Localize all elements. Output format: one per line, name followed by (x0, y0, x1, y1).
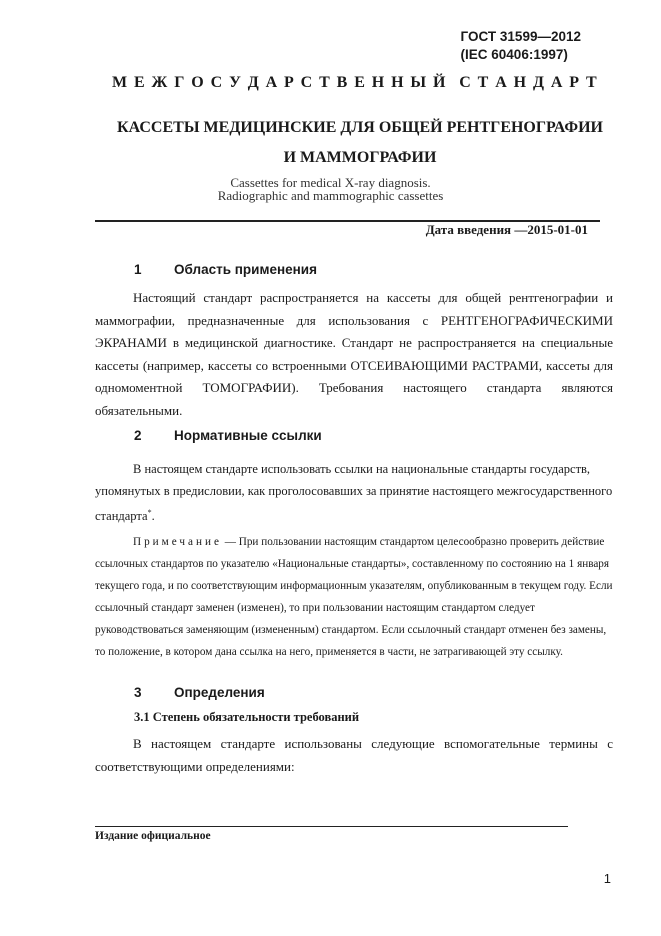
banner-letter: Г (174, 74, 185, 91)
banner-letter: М (112, 74, 128, 91)
banner-letter: Е (133, 74, 145, 91)
introduction-date: Дата введения —2015-01-01 (425, 222, 588, 237)
note-lead: Примечание (133, 536, 222, 548)
banner-letter: Н (513, 74, 527, 91)
banner-letter: Ж (151, 74, 168, 91)
section-3-paragraph: В настоящем стандарте использованы следующие вспомогательные термины с соответствующими определениями: (95, 736, 613, 774)
subtitle-line-2: Radiographic and mammographic cassettes (217, 188, 444, 203)
section-title: Определения (174, 685, 265, 700)
banner-letter: Ы (410, 74, 427, 91)
footnote-mark: * (147, 508, 152, 517)
section-title: Нормативные ссылки (174, 428, 322, 443)
banner-letter: Й (433, 74, 446, 91)
banner-letter: В (336, 74, 348, 91)
banner-letter: Т (585, 74, 597, 91)
subtitle-line-1: Cassettes for medical X-ray diagnosis. (230, 175, 431, 190)
official-edition-label: Издание официальное (95, 830, 211, 842)
document-title (60, 116, 660, 170)
section-number: 3 (134, 685, 142, 700)
banner-letter: Д (247, 74, 259, 91)
banner-letter: Н (391, 74, 404, 91)
section-3-heading (134, 685, 265, 700)
title-line-1: КАССЕТЫ МЕДИЦИНСКИЕ ДЛЯ ОБЩЕЙ РЕНТГЕНОГРАФИИ (117, 119, 603, 136)
banner-letter: С (210, 74, 223, 91)
banner-letter: Т (319, 74, 330, 91)
section-1-paragraph: Настоящий стандарт распространяется на кассеты для общей рентгенографии и маммографии, предназначенные для использования с РЕНТГЕНОГРАФИЧЕСКИМИ ЭКРАНАМИ в медицинской диагностике. Стандарт не распространяется на специальные кассеты (например, кассеты со встроенными ОТСЕИВАЮЩИМИ РАСТРАМИ, кассеты для одномоментной ТОМОГРАФИИ). Требования настоящего стандарта являются обязательными. (95, 290, 613, 418)
banner-letter: Н (371, 74, 385, 91)
banner-letter: Е (354, 74, 365, 91)
iec-number: (IEC 60406:1997) (460, 47, 568, 62)
section-number: 1 (134, 262, 142, 277)
banner-letter: Д (532, 74, 544, 91)
banner-letter: Р (284, 74, 294, 91)
gost-number: ГОСТ 31599—2012 (460, 29, 581, 44)
standard-banner (112, 74, 597, 92)
section-number: 2 (134, 428, 142, 443)
banner-letter: С (459, 74, 471, 91)
document-code (461, 28, 581, 64)
subsection-3-1-heading: 3.1 Степень обязательности требований (134, 710, 360, 724)
section-title: Область применения (174, 262, 317, 277)
banner-letter: О (191, 74, 204, 91)
english-subtitle (0, 176, 661, 202)
page-number: 1 (603, 871, 611, 886)
banner-letter: С (300, 74, 313, 91)
title-line-2: И МАММОГРАФИИ (283, 149, 437, 166)
banner-letter: Т (477, 74, 489, 91)
section-2-note (95, 531, 613, 663)
banner-letter: А (265, 74, 278, 91)
banner-letter: Р (569, 74, 580, 91)
banner-letter: А (550, 74, 563, 91)
footer-divider (95, 826, 568, 827)
section-2-heading (134, 428, 322, 443)
section-1-heading (134, 262, 317, 277)
banner-letter: А (495, 74, 507, 91)
section-2-paragraph: В настоящем стандарте использовать ссылки на национальные стандарты государств, упомянутых в предисловии, как проголосовавших за принятие настоящего межгосударственного стандарта*. (95, 462, 613, 524)
note-text: — При пользовании настоящим стандартом целесообразно проверить действие ссылочных стандартов по указателю «Национальные стандарты», составленному по состоянию на 1 января текущего года, и по соответствующим информационным указателям, опубликованным в текущем году. Если ссылочный стандарт заменен (изменен), то при пользовании настоящим стандартом следует руководствоваться заменяющим (измененным) стандартом. Если ссылочный стандарт отменен без замены, то положение, в котором дана ссылка на него, применяется в части, не затрагивающей эту ссылку. (95, 536, 613, 658)
banner-letter: У (229, 74, 241, 91)
section-2-text: В настоящем стандарте использовать ссылки на национальные стандарты государств, упомянутых в предисловии, как проголосовавших за принятие настоящего межгосударственного стандарта (95, 462, 613, 524)
